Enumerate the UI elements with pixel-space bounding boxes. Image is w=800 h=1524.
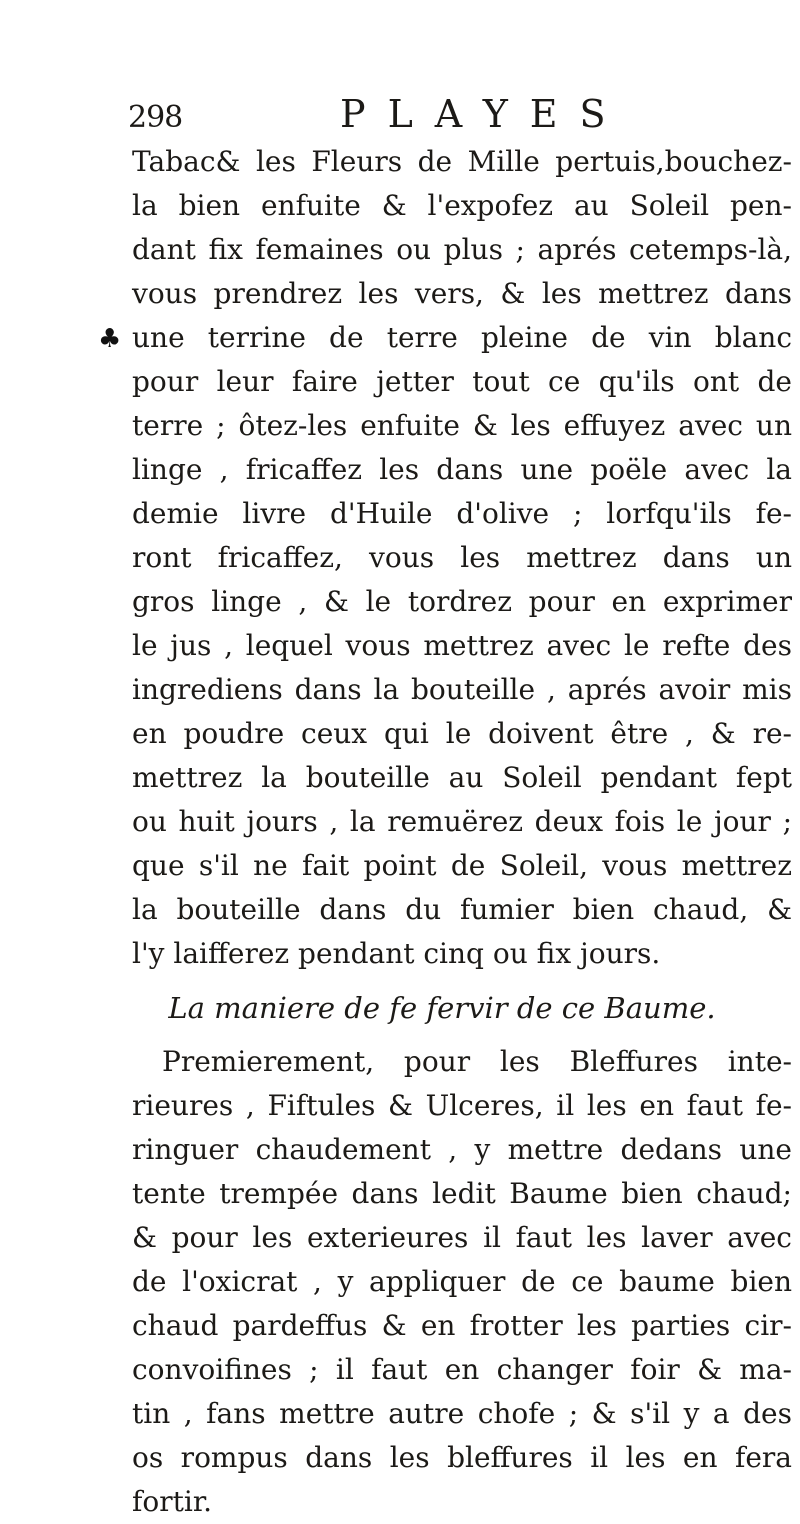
text-line: & pour les exterieures il faut les laver avec bbox=[132, 1221, 792, 1254]
usage-paragraph bbox=[132, 1040, 792, 1524]
text-line: convoifines ; il faut en changer foir & ma- bbox=[132, 1353, 792, 1386]
text-line: de l'oxicrat , y appliquer de ce baume bien bbox=[132, 1265, 792, 1298]
text-line: que s'il ne fait point de Soleil, vous mettrez bbox=[132, 849, 792, 882]
text-line: vous prendrez les vers, & les mettrez dans bbox=[132, 277, 792, 310]
page-number: 298 bbox=[128, 100, 183, 135]
text-line: ou huit jours , la remuërez deux fois le jour ; bbox=[132, 805, 792, 838]
text-line: Premierement, pour les Bleffures inte- bbox=[162, 1045, 792, 1078]
running-title: PLAYES bbox=[340, 92, 628, 136]
body-text bbox=[132, 140, 792, 1524]
text-line: ingrediens dans la bouteille , aprés avoir mis bbox=[132, 673, 792, 706]
text-line: Tabac& les Fleurs de Mille pertuis,bouchez- bbox=[132, 145, 792, 178]
text-line: en poudre ceux qui le doivent être , & re- bbox=[132, 717, 792, 750]
text-line: l'y laifferez pendant cinq ou fix jours. bbox=[132, 937, 661, 970]
text-line: une terrine de terre pleine de vin blanc bbox=[132, 321, 792, 354]
text-line: gros linge , & le tordrez pour en exprimer bbox=[132, 585, 792, 618]
text-line: ringuer chaudement , y mettre dedans une bbox=[132, 1133, 792, 1166]
text-line: os rompus dans les bleffures il les en fera bbox=[132, 1441, 792, 1474]
text-line: ront fricaffez, vous les mettrez dans un bbox=[132, 541, 792, 574]
club-ornament-icon: ♣ bbox=[98, 324, 122, 354]
text-line: pour leur faire jetter tout ce qu'ils ont de bbox=[132, 365, 792, 398]
text-line: la bouteille dans du fumier bien chaud, & bbox=[132, 893, 792, 926]
section-heading: La maniere de fe fervir de ce Baume. bbox=[168, 991, 716, 1025]
text-line: rieures , Fiftules & Ulceres, il les en faut fe- bbox=[132, 1089, 792, 1122]
text-line: la bien enfuite & l'expofez au Soleil pen- bbox=[132, 189, 792, 222]
running-head bbox=[128, 92, 688, 142]
text-line: chaud pardeffus & en frotter les parties cir- bbox=[132, 1309, 792, 1342]
text-line: fortir. bbox=[132, 1485, 213, 1518]
text-line: tin , fans mettre autre chofe ; & s'il y a des bbox=[132, 1397, 792, 1430]
text-line: tente trempée dans ledit Baume bien chaud; bbox=[132, 1177, 792, 1210]
text-line: demie livre d'Huile d'olive ; lorfqu'ils fe- bbox=[132, 497, 792, 530]
text-line: dant fix femaines ou plus ; aprés cetemps-là, bbox=[132, 233, 792, 266]
text-line: linge , fricaffez les dans une poële avec la bbox=[132, 453, 792, 486]
text-line: terre ; ôtez-les enfuite & les effuyez avec un bbox=[132, 409, 792, 442]
recipe-paragraph bbox=[132, 140, 792, 976]
text-line: le jus , lequel vous mettrez avec le refte des bbox=[132, 629, 792, 662]
text-line: mettrez la bouteille au Soleil pendant fept bbox=[132, 761, 792, 794]
